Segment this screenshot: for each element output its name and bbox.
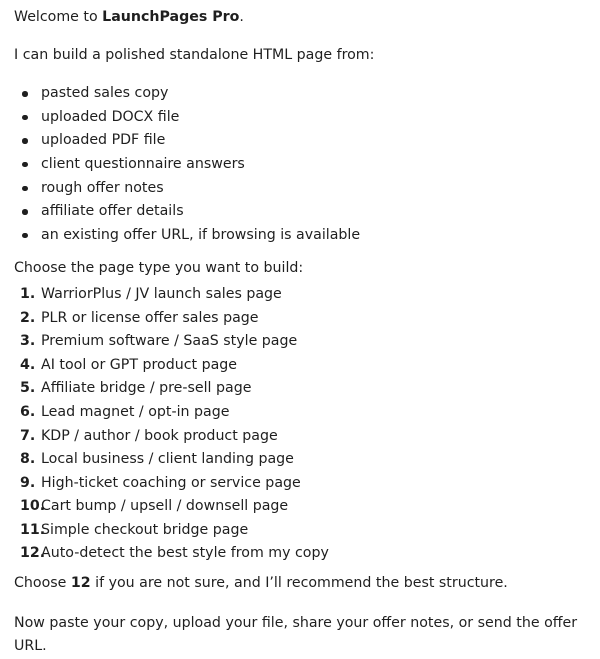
page-type-item (14, 472, 586, 496)
item-number: 3. (20, 333, 36, 350)
bullet-dot-icon (22, 209, 28, 215)
app-name: LaunchPages Pro (102, 9, 240, 25)
page-type-label: Premium software / SaaS style page (41, 333, 298, 350)
item-number: 1. (20, 285, 36, 302)
hint-prefix: Choose (14, 575, 71, 592)
page-type-label: WarriorPlus / JV launch sales page (41, 285, 282, 302)
cta-text: Now paste your copy, upload your file, share your offer notes, or send the offer URL. (14, 614, 578, 655)
item-number: 11. (20, 521, 46, 538)
item-number: 9. (20, 474, 36, 491)
page-type-label: Local business / client landing page (41, 451, 294, 468)
page-type-item (14, 495, 586, 519)
bullet-dot-icon (22, 186, 28, 192)
page-type-item (14, 425, 586, 449)
list-item (14, 177, 586, 201)
hint-suffix: if you are not sure, and I’ll recommend the best structure. (90, 575, 508, 592)
page-type-label: AI tool or GPT product page (41, 356, 238, 373)
item-number: 6. (20, 403, 36, 420)
hint-number: 12 (70, 575, 91, 592)
page-type-item (14, 448, 586, 472)
item-number: 10. (20, 498, 46, 515)
page-type-list (14, 283, 586, 566)
list-item-label: client questionnaire answers (41, 155, 245, 172)
item-number: 2. (20, 309, 36, 326)
list-item-label: uploaded PDF file (41, 132, 166, 149)
page-type-label: High-ticket coaching or service page (41, 474, 301, 491)
page-type-label: Simple checkout bridge page (41, 521, 249, 538)
page-type-item (14, 307, 586, 331)
page-type-item (14, 330, 586, 354)
list-item (14, 82, 586, 106)
source-list (14, 82, 586, 247)
page-type-label: Auto-detect the best style from my copy (41, 545, 329, 562)
hint-line (14, 572, 586, 596)
list-item-label: uploaded DOCX file (41, 108, 180, 125)
item-number: 8. (20, 451, 36, 468)
page-type-label: KDP / author / book product page (41, 427, 278, 444)
page-type-item (14, 542, 586, 566)
list-item (14, 200, 586, 224)
choose-prompt: Choose the page type you want to build: (14, 260, 304, 277)
page-type-label: Lead magnet / opt-in page (41, 403, 230, 420)
list-item (14, 224, 586, 248)
item-number: 7. (20, 427, 36, 444)
page-type-item (14, 519, 586, 543)
page-type-item (14, 377, 586, 401)
item-number: 12. (20, 545, 46, 562)
bullet-dot-icon (22, 91, 28, 97)
welcome-prefix: Welcome to (14, 9, 103, 25)
list-item (14, 153, 586, 177)
page-type-item (14, 283, 586, 307)
page-type-label: Cart bump / upsell / downsell page (41, 498, 289, 515)
list-item-label: rough offer notes (41, 179, 164, 196)
item-number: 5. (20, 380, 36, 397)
list-item (14, 106, 586, 130)
page-type-item (14, 401, 586, 425)
welcome-suffix: . (239, 9, 244, 25)
bullet-dot-icon (22, 138, 28, 144)
page-type-label: PLR or license offer sales page (41, 309, 259, 326)
list-item-label: pasted sales copy (41, 85, 169, 102)
bullet-dot-icon (22, 233, 28, 239)
bullet-dot-icon (22, 115, 28, 121)
list-item-label: an existing offer URL, if browsing is available (41, 226, 361, 243)
bullet-dot-icon (22, 162, 28, 168)
page-type-item (14, 354, 586, 378)
item-number: 4. (20, 356, 36, 373)
list-item-label: affiliate offer details (41, 203, 184, 220)
page-type-label: Affiliate bridge / pre-sell page (41, 380, 252, 397)
list-item (14, 129, 586, 153)
intro-text: I can build a polished standalone HTML page from: (14, 46, 375, 63)
welcome-line (14, 6, 586, 30)
